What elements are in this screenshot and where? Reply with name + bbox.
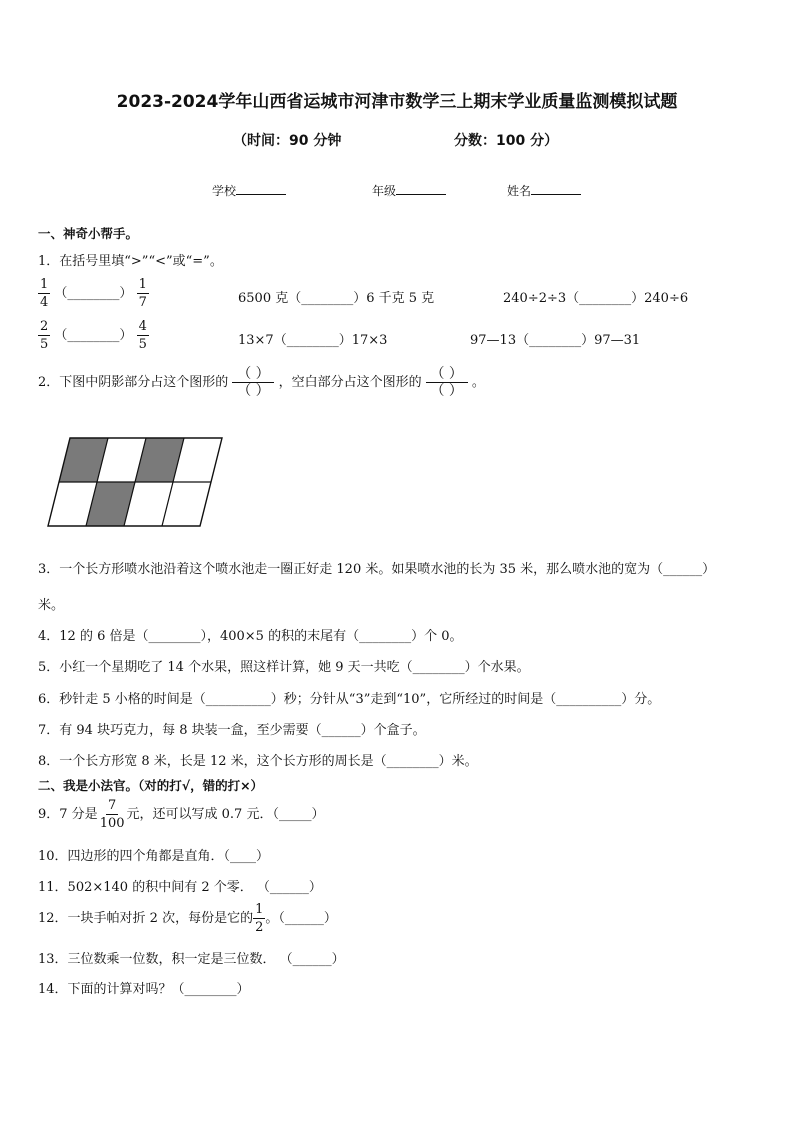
exam-time: （时间：90 分钟 (233, 133, 342, 149)
fraction: $\frac{7}{100}$ (99, 798, 125, 831)
school-label: 学校 (212, 184, 237, 198)
question-8: 8．一个长方形宽 8 米，长是 12 米，这个长方形的周长是（________）米。 (38, 754, 478, 769)
fraction: $\frac{4}{5}$ (138, 319, 147, 352)
question-12: 12．一块手帕对折 2 次，每份是它的 $\frac{1}{2}$ 。（______） (38, 902, 337, 935)
shaded-cell (86, 482, 135, 526)
fraction: $\frac{1}{4}$ (40, 277, 49, 310)
fraction-blank[interactable]: $\frac{( )}{( )}$ (232, 366, 274, 399)
question-9: 9．7 分是 $\frac{7}{100}$ 元，还可以写成 0.7 元．（_____） (38, 798, 325, 831)
question-3-line1: 3．一个长方形喷水池沿着这个喷水池走一圈正好走 120 米。如果喷水池的长为 35 米，那么喷水池的宽为（______） (38, 562, 716, 577)
grade-label: 年级 (372, 184, 397, 198)
section-heading-1: 一、神奇小帮手。 (38, 226, 139, 241)
q1-row2-item3[interactable]: 97—13（________）97—31 (470, 333, 641, 348)
question-11: 11．502×140 的积中间有 2 个零． （______） (38, 880, 322, 895)
question-3-line2: 米。 (38, 598, 65, 613)
question-6: 6．秒针走 5 小格的时间是（__________）秒；分针从“3”走到“10”，它所经过的时间是（__________）分。 (38, 692, 661, 707)
q1-row1-item1 (38, 277, 149, 310)
question-13: 13．三位数乘一位数，积一定是三位数． （______） (38, 952, 345, 967)
shaded-cell (135, 438, 184, 482)
name-field (507, 182, 581, 199)
question-10: 10．四边形的四个角都是直角．（____） (38, 849, 270, 864)
q1-row2-item2[interactable]: 13×7（________）17×3 (238, 333, 388, 348)
question-4: 4．12 的 6 倍是（________），400×5 的积的末尾有（________）个 0。 (38, 629, 463, 644)
answer-blank[interactable]: （________） (54, 328, 133, 343)
question-7: 7．有 94 块巧克力，每 8 块装一盒，至少需要（______）个盒子。 (38, 723, 426, 738)
q1-row1-item3[interactable]: 240÷2÷3（________）240÷6 (503, 291, 689, 306)
question-1-stem: 1．在括号里填“>”“<”或“=”。 (38, 254, 223, 269)
school-field (212, 182, 286, 199)
answer-blank[interactable]: （________） (54, 286, 133, 301)
question-14: 14．下面的计算对吗？（________） (38, 982, 250, 997)
school-blank[interactable] (236, 182, 286, 195)
name-label: 姓名 (507, 184, 532, 198)
exam-score: 分数：100 分） (454, 133, 559, 149)
q1-row1-item2[interactable]: 6500 克（________）6 千克 5 克 (238, 291, 435, 306)
fraction-blank[interactable]: $\frac{( )}{( )}$ (426, 366, 468, 399)
fraction: $\frac{2}{5}$ (40, 319, 49, 352)
page-title: 2023-2024学年山西省运城市河津市数学三上期末学业质量监测模拟试题 (116, 92, 678, 112)
grade-blank[interactable] (396, 182, 446, 195)
parallelogram-figure (46, 434, 226, 530)
question-2: 2．下图中阴影部分占这个图形的 $\frac{( )}{( )}$ ，空白部分占这个图形的 $\frac{( )}{( )}$ 。 (38, 366, 485, 399)
q1-row2-item1 (38, 319, 149, 352)
name-blank[interactable] (531, 182, 581, 195)
fraction: $\frac{1}{7}$ (138, 277, 147, 310)
question-5: 5．小红一个星期吃了 14 个水果，照这样计算，她 9 天一共吃（________）个水果。 (38, 660, 530, 675)
grade-field (372, 182, 446, 199)
shaded-cell (59, 438, 108, 482)
section-heading-2: 二、我是小法官。（对的打√，错的打×） (38, 778, 264, 793)
fraction: $\frac{1}{2}$ (255, 902, 264, 935)
